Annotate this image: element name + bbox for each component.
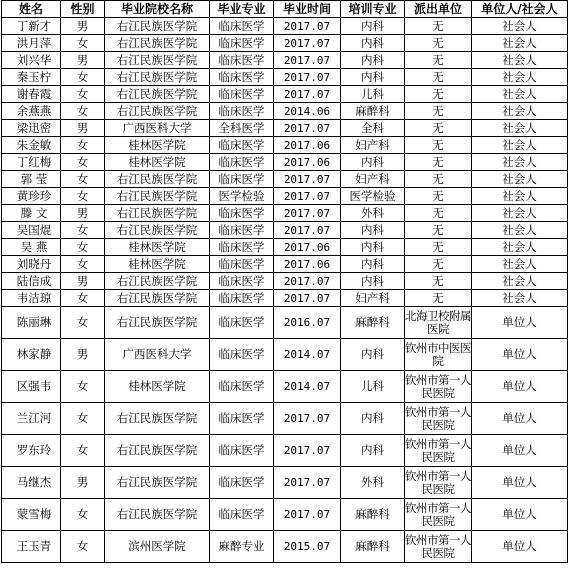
cell-school: 右江民族医学院 <box>105 222 210 239</box>
table-row <box>2 103 568 120</box>
cell-major: 临床医学 <box>210 18 274 35</box>
cell-dispatching-unit: 无 <box>405 239 472 256</box>
cell-training-specialty: 全科 <box>341 120 405 137</box>
cell-gender: 女 <box>61 499 105 531</box>
cell-name: 刘晓丹 <box>2 256 61 273</box>
cell-personnel-type: 单位人 <box>472 371 568 403</box>
cell-gender: 女 <box>61 171 105 188</box>
cell-training-specialty: 内科 <box>341 435 405 467</box>
cell-grad-date: 2017.07 <box>274 205 341 222</box>
cell-training-specialty: 内科 <box>341 35 405 52</box>
cell-major: 临床医学 <box>210 86 274 103</box>
cell-name: 洪月萍 <box>2 35 61 52</box>
cell-name: 陆信成 <box>2 273 61 290</box>
table-body <box>2 18 568 563</box>
cell-grad-date: 2017.07 <box>274 52 341 69</box>
cell-gender: 男 <box>61 273 105 290</box>
cell-dispatching-unit: 无 <box>405 171 472 188</box>
cell-major: 全科医学 <box>210 120 274 137</box>
cell-name: 郭 莹 <box>2 171 61 188</box>
cell-grad-date: 2017.07 <box>274 403 341 435</box>
cell-grad-date: 2017.06 <box>274 239 341 256</box>
cell-gender: 男 <box>61 205 105 222</box>
header-dispatching-unit: 派出单位 <box>405 1 472 18</box>
cell-personnel-type: 社会人 <box>472 69 568 86</box>
cell-school: 右江民族医学院 <box>105 35 210 52</box>
header-major: 毕业专业 <box>210 1 274 18</box>
cell-dispatching-unit: 无 <box>405 69 472 86</box>
cell-personnel-type: 单位人 <box>472 435 568 467</box>
cell-name: 蒙雪梅 <box>2 499 61 531</box>
cell-dispatching-unit: 无 <box>405 188 472 205</box>
cell-training-specialty: 内科 <box>341 239 405 256</box>
cell-major: 医学检验 <box>210 188 274 205</box>
cell-gender: 男 <box>61 52 105 69</box>
cell-gender: 女 <box>61 256 105 273</box>
cell-name: 兰江河 <box>2 403 61 435</box>
table-row <box>2 52 568 69</box>
table-row <box>2 171 568 188</box>
cell-name: 王玉青 <box>2 531 61 563</box>
cell-name: 滕 文 <box>2 205 61 222</box>
cell-training-specialty: 妇产科 <box>341 137 405 154</box>
cell-major: 临床医学 <box>210 35 274 52</box>
header-school: 毕业院校名称 <box>105 1 210 18</box>
cell-grad-date: 2017.07 <box>274 222 341 239</box>
cell-gender: 男 <box>61 120 105 137</box>
cell-dispatching-unit: 无 <box>405 120 472 137</box>
cell-grad-date: 2017.07 <box>274 18 341 35</box>
cell-grad-date: 2017.07 <box>274 69 341 86</box>
cell-dispatching-unit: 无 <box>405 18 472 35</box>
cell-school: 右江民族医学院 <box>105 273 210 290</box>
cell-major: 临床医学 <box>210 403 274 435</box>
cell-personnel-type: 社会人 <box>472 205 568 222</box>
cell-grad-date: 2017.06 <box>274 137 341 154</box>
table-row <box>2 188 568 205</box>
cell-major: 临床医学 <box>210 499 274 531</box>
cell-personnel-type: 社会人 <box>472 188 568 205</box>
cell-dispatching-unit: 钦州市第一人民医院 <box>405 371 472 403</box>
cell-grad-date: 2016.07 <box>274 307 341 339</box>
cell-name: 韦洁琼 <box>2 290 61 307</box>
cell-training-specialty: 内科 <box>341 154 405 171</box>
cell-name: 朱金敏 <box>2 137 61 154</box>
cell-major: 临床医学 <box>210 435 274 467</box>
cell-name: 吴国焜 <box>2 222 61 239</box>
cell-training-specialty: 妇产科 <box>341 290 405 307</box>
cell-personnel-type: 单位人 <box>472 339 568 371</box>
cell-grad-date: 2017.07 <box>274 273 341 290</box>
cell-major: 临床医学 <box>210 103 274 120</box>
cell-training-specialty: 内科 <box>341 403 405 435</box>
cell-training-specialty: 内科 <box>341 339 405 371</box>
header-training-specialty: 培训专业 <box>341 1 405 18</box>
cell-training-specialty: 儿科 <box>341 86 405 103</box>
cell-personnel-type: 社会人 <box>472 18 568 35</box>
cell-school: 右江民族医学院 <box>105 403 210 435</box>
cell-major: 临床医学 <box>210 307 274 339</box>
table-row <box>2 339 568 371</box>
cell-gender: 女 <box>61 69 105 86</box>
cell-major: 临床医学 <box>210 467 274 499</box>
cell-personnel-type: 社会人 <box>472 273 568 290</box>
cell-major: 临床医学 <box>210 205 274 222</box>
cell-grad-date: 2017.07 <box>274 290 341 307</box>
cell-training-specialty: 外科 <box>341 467 405 499</box>
cell-personnel-type: 社会人 <box>472 52 568 69</box>
cell-school: 桂林医学院 <box>105 137 210 154</box>
cell-gender: 女 <box>61 403 105 435</box>
cell-name: 余燕燕 <box>2 103 61 120</box>
table-row <box>2 205 568 222</box>
cell-gender: 女 <box>61 137 105 154</box>
cell-gender: 女 <box>61 188 105 205</box>
header-row <box>2 1 568 18</box>
cell-gender: 女 <box>61 86 105 103</box>
cell-training-specialty: 内科 <box>341 18 405 35</box>
cell-gender: 女 <box>61 222 105 239</box>
header-gender: 性别 <box>61 1 105 18</box>
cell-school: 右江民族医学院 <box>105 188 210 205</box>
cell-training-specialty: 外科 <box>341 205 405 222</box>
cell-personnel-type: 社会人 <box>472 137 568 154</box>
table-row <box>2 435 568 467</box>
cell-personnel-type: 社会人 <box>472 239 568 256</box>
cell-name: 马继杰 <box>2 467 61 499</box>
cell-gender: 男 <box>61 18 105 35</box>
table-row <box>2 154 568 171</box>
cell-dispatching-unit: 无 <box>405 35 472 52</box>
cell-grad-date: 2017.07 <box>274 467 341 499</box>
cell-name: 罗东玲 <box>2 435 61 467</box>
table-row <box>2 499 568 531</box>
cell-personnel-type: 单位人 <box>472 403 568 435</box>
cell-dispatching-unit: 无 <box>405 86 472 103</box>
cell-grad-date: 2017.07 <box>274 120 341 137</box>
cell-personnel-type: 社会人 <box>472 171 568 188</box>
cell-grad-date: 2017.07 <box>274 86 341 103</box>
cell-school: 右江民族医学院 <box>105 52 210 69</box>
cell-gender: 女 <box>61 435 105 467</box>
table-row <box>2 120 568 137</box>
trainee-roster-table <box>1 0 568 563</box>
table-row <box>2 256 568 273</box>
cell-dispatching-unit: 钦州市中医医院 <box>405 339 472 371</box>
cell-school: 右江民族医学院 <box>105 103 210 120</box>
cell-school: 桂林医学院 <box>105 371 210 403</box>
cell-school: 滨州医学院 <box>105 531 210 563</box>
table-row <box>2 69 568 86</box>
cell-training-specialty: 内科 <box>341 222 405 239</box>
cell-grad-date: 2017.06 <box>274 154 341 171</box>
cell-school: 桂林医学院 <box>105 256 210 273</box>
cell-gender: 女 <box>61 103 105 120</box>
cell-major: 临床医学 <box>210 154 274 171</box>
cell-dispatching-unit: 钦州市第一人民医院 <box>405 403 472 435</box>
cell-major: 临床医学 <box>210 239 274 256</box>
cell-dispatching-unit: 无 <box>405 137 472 154</box>
cell-training-specialty: 内科 <box>341 52 405 69</box>
cell-school: 右江民族医学院 <box>105 69 210 86</box>
cell-grad-date: 2017.07 <box>274 499 341 531</box>
cell-dispatching-unit: 无 <box>405 154 472 171</box>
cell-dispatching-unit: 无 <box>405 290 472 307</box>
cell-personnel-type: 单位人 <box>472 467 568 499</box>
header-personnel-type: 单位人/社会人 <box>472 1 568 18</box>
cell-dispatching-unit: 无 <box>405 52 472 69</box>
cell-major: 临床医学 <box>210 371 274 403</box>
cell-major: 临床医学 <box>210 339 274 371</box>
cell-dispatching-unit: 无 <box>405 256 472 273</box>
table-row <box>2 86 568 103</box>
cell-name: 秦玉柠 <box>2 69 61 86</box>
cell-personnel-type: 单位人 <box>472 307 568 339</box>
cell-grad-date: 2017.07 <box>274 435 341 467</box>
cell-dispatching-unit: 钦州市第一人民医院 <box>405 467 472 499</box>
table-row <box>2 371 568 403</box>
cell-training-specialty: 麻醉科 <box>341 499 405 531</box>
cell-major: 临床医学 <box>210 69 274 86</box>
cell-major: 麻醉专业 <box>210 531 274 563</box>
cell-personnel-type: 社会人 <box>472 290 568 307</box>
cell-school: 右江民族医学院 <box>105 499 210 531</box>
cell-school: 桂林医学院 <box>105 154 210 171</box>
table-row <box>2 273 568 290</box>
cell-gender: 女 <box>61 154 105 171</box>
cell-major: 临床医学 <box>210 171 274 188</box>
cell-dispatching-unit: 无 <box>405 222 472 239</box>
cell-dispatching-unit: 无 <box>405 205 472 222</box>
table-header <box>2 1 568 18</box>
cell-training-specialty: 医学检验 <box>341 188 405 205</box>
cell-name: 林家静 <box>2 339 61 371</box>
cell-personnel-type: 社会人 <box>472 86 568 103</box>
table-row <box>2 18 568 35</box>
cell-school: 右江民族医学院 <box>105 435 210 467</box>
cell-training-specialty: 内科 <box>341 273 405 290</box>
cell-gender: 女 <box>61 307 105 339</box>
cell-name: 丁新才 <box>2 18 61 35</box>
cell-major: 临床医学 <box>210 52 274 69</box>
header-grad-date: 毕业时间 <box>274 1 341 18</box>
cell-dispatching-unit: 无 <box>405 103 472 120</box>
cell-school: 右江民族医学院 <box>105 18 210 35</box>
cell-school: 右江民族医学院 <box>105 171 210 188</box>
table-row <box>2 137 568 154</box>
cell-school: 右江民族医学院 <box>105 307 210 339</box>
table-row <box>2 35 568 52</box>
cell-training-specialty: 儿科 <box>341 371 405 403</box>
cell-school: 右江民族医学院 <box>105 86 210 103</box>
cell-training-specialty: 麻醉科 <box>341 531 405 563</box>
cell-training-specialty: 麻醉科 <box>341 103 405 120</box>
cell-name: 陈丽琳 <box>2 307 61 339</box>
cell-major: 临床医学 <box>210 137 274 154</box>
table-row <box>2 467 568 499</box>
cell-grad-date: 2014.06 <box>274 103 341 120</box>
cell-name: 黄珍珍 <box>2 188 61 205</box>
cell-school: 右江民族医学院 <box>105 205 210 222</box>
cell-dispatching-unit: 无 <box>405 273 472 290</box>
table-row <box>2 222 568 239</box>
cell-school: 右江民族医学院 <box>105 467 210 499</box>
cell-personnel-type: 社会人 <box>472 154 568 171</box>
cell-training-specialty: 麻醉科 <box>341 307 405 339</box>
cell-gender: 男 <box>61 467 105 499</box>
header-name: 姓名 <box>2 1 61 18</box>
cell-personnel-type: 社会人 <box>472 256 568 273</box>
table-row <box>2 307 568 339</box>
cell-school: 广西医科大学 <box>105 339 210 371</box>
cell-major: 临床医学 <box>210 290 274 307</box>
cell-name: 吴 燕 <box>2 239 61 256</box>
cell-name: 谢春霞 <box>2 86 61 103</box>
cell-personnel-type: 社会人 <box>472 103 568 120</box>
table-row <box>2 531 568 563</box>
cell-name: 丁红梅 <box>2 154 61 171</box>
cell-grad-date: 2017.07 <box>274 35 341 52</box>
cell-personnel-type: 单位人 <box>472 531 568 563</box>
cell-grad-date: 2014.07 <box>274 339 341 371</box>
cell-name: 区强韦 <box>2 371 61 403</box>
cell-personnel-type: 单位人 <box>472 499 568 531</box>
table-row <box>2 239 568 256</box>
cell-gender: 男 <box>61 339 105 371</box>
cell-dispatching-unit: 钦州市第一人民医院 <box>405 531 472 563</box>
cell-school: 右江民族医学院 <box>105 290 210 307</box>
cell-gender: 女 <box>61 371 105 403</box>
cell-grad-date: 2017.06 <box>274 256 341 273</box>
cell-gender: 女 <box>61 35 105 52</box>
cell-training-specialty: 妇产科 <box>341 171 405 188</box>
cell-gender: 女 <box>61 531 105 563</box>
cell-gender: 女 <box>61 290 105 307</box>
table-row <box>2 403 568 435</box>
cell-grad-date: 2017.07 <box>274 171 341 188</box>
cell-grad-date: 2014.07 <box>274 371 341 403</box>
table-row <box>2 290 568 307</box>
cell-dispatching-unit: 钦州市第一人民医院 <box>405 499 472 531</box>
cell-personnel-type: 社会人 <box>472 120 568 137</box>
cell-dispatching-unit: 北海卫校附属医院 <box>405 307 472 339</box>
cell-grad-date: 2015.07 <box>274 531 341 563</box>
cell-gender: 女 <box>61 239 105 256</box>
cell-name: 刘兴华 <box>2 52 61 69</box>
cell-training-specialty: 内科 <box>341 256 405 273</box>
cell-school: 桂林医学院 <box>105 239 210 256</box>
cell-dispatching-unit: 钦州市第一人民医院 <box>405 435 472 467</box>
cell-name: 梁迅密 <box>2 120 61 137</box>
cell-training-specialty: 内科 <box>341 69 405 86</box>
cell-major: 临床医学 <box>210 256 274 273</box>
cell-grad-date: 2017.07 <box>274 188 341 205</box>
cell-personnel-type: 社会人 <box>472 35 568 52</box>
cell-major: 临床医学 <box>210 222 274 239</box>
cell-major: 临床医学 <box>210 273 274 290</box>
cell-school: 广西医科大学 <box>105 120 210 137</box>
cell-personnel-type: 社会人 <box>472 222 568 239</box>
